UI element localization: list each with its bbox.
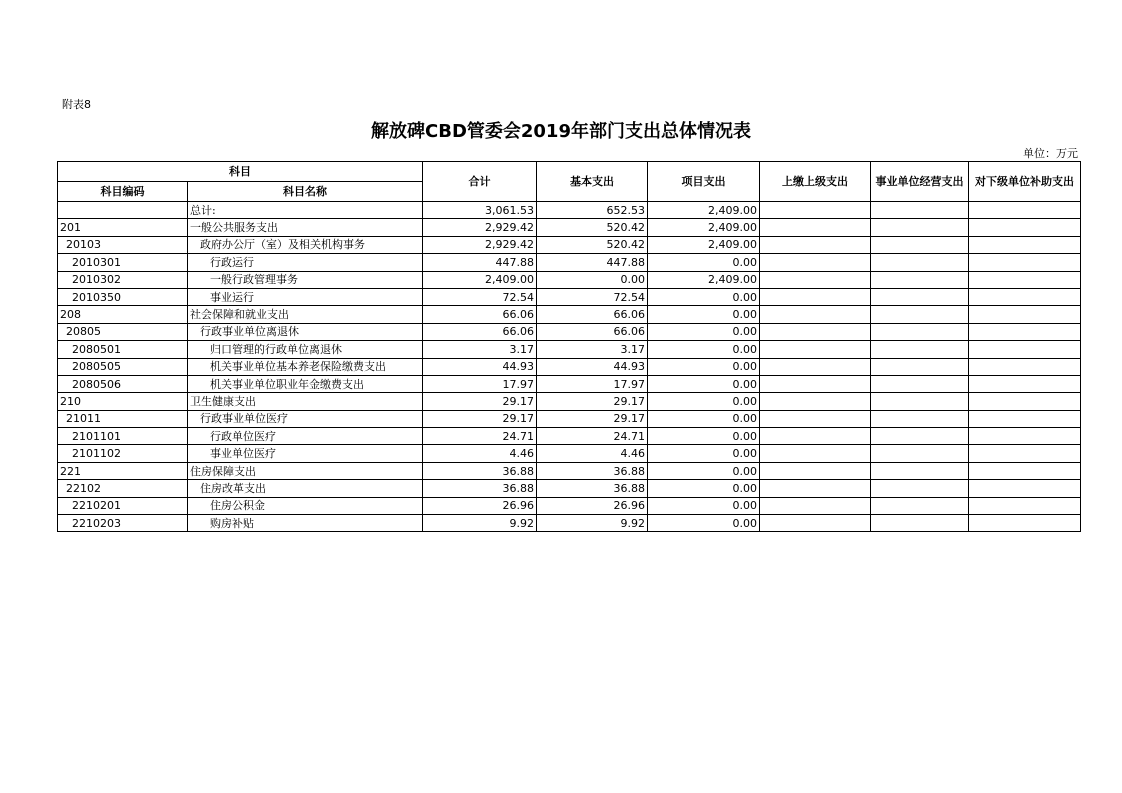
cell-business: [871, 445, 969, 462]
cell-total: 447.88: [423, 254, 537, 271]
cell-name: 行政事业单位离退休: [188, 323, 423, 340]
cell-subsidy: [969, 445, 1081, 462]
cell-name: 行政运行: [188, 254, 423, 271]
cell-total: 29.17: [423, 393, 537, 410]
cell-code: 2080501: [58, 341, 188, 358]
cell-basic: 36.88: [537, 480, 648, 497]
cell-code: 2080505: [58, 358, 188, 375]
cell-name: 事业运行: [188, 288, 423, 305]
cell-name: 行政事业单位医疗: [188, 410, 423, 427]
cell-code: 2210203: [58, 515, 188, 532]
cell-total: 66.06: [423, 306, 537, 323]
cell-name: 购房补贴: [188, 515, 423, 532]
cell-name: 行政单位医疗: [188, 428, 423, 445]
cell-business: [871, 341, 969, 358]
cell-subsidy: [969, 515, 1081, 532]
cell-project: 0.00: [648, 462, 760, 479]
cell-name: 政府办公厅（室）及相关机构事务: [188, 236, 423, 253]
cell-subsidy: [969, 480, 1081, 497]
table-row: [58, 445, 1081, 462]
cell-code: 2210201: [58, 497, 188, 514]
cell-basic: 652.53: [537, 202, 648, 219]
cell-subsidy: [969, 358, 1081, 375]
cell-code: 208: [58, 306, 188, 323]
cell-business: [871, 236, 969, 253]
cell-upper: [760, 202, 871, 219]
cell-business: [871, 219, 969, 236]
header-subject-group: 科目: [58, 162, 423, 182]
cell-basic: 29.17: [537, 393, 648, 410]
cell-name: 一般行政管理事务: [188, 271, 423, 288]
cell-basic: 447.88: [537, 254, 648, 271]
cell-business: [871, 462, 969, 479]
table-row: [58, 462, 1081, 479]
cell-business: [871, 306, 969, 323]
cell-total: 36.88: [423, 462, 537, 479]
table-row: [58, 410, 1081, 427]
cell-subsidy: [969, 497, 1081, 514]
table-row: [58, 254, 1081, 271]
cell-name: 总计:: [188, 202, 423, 219]
cell-subsidy: [969, 306, 1081, 323]
cell-code: 210: [58, 393, 188, 410]
cell-subsidy: [969, 288, 1081, 305]
cell-code: 221: [58, 462, 188, 479]
cell-name: 归口管理的行政单位离退休: [188, 341, 423, 358]
cell-project: 0.00: [648, 480, 760, 497]
cell-upper: [760, 480, 871, 497]
attachment-label: 附表8: [62, 98, 91, 111]
cell-code: 201: [58, 219, 188, 236]
cell-subsidy: [969, 219, 1081, 236]
cell-project: 2,409.00: [648, 236, 760, 253]
cell-total: 4.46: [423, 445, 537, 462]
cell-subsidy: [969, 375, 1081, 392]
table-row: [58, 236, 1081, 253]
cell-name: 社会保障和就业支出: [188, 306, 423, 323]
cell-name: 住房公积金: [188, 497, 423, 514]
cell-basic: 17.97: [537, 375, 648, 392]
cell-business: [871, 375, 969, 392]
cell-code: 20103: [58, 236, 188, 253]
cell-subsidy: [969, 428, 1081, 445]
cell-project: 0.00: [648, 515, 760, 532]
cell-upper: [760, 236, 871, 253]
cell-name: 机关事业单位基本养老保险缴费支出: [188, 358, 423, 375]
cell-upper: [760, 323, 871, 340]
table-row: [58, 202, 1081, 219]
cell-upper: [760, 219, 871, 236]
cell-basic: 24.71: [537, 428, 648, 445]
cell-basic: 26.96: [537, 497, 648, 514]
table-row: [58, 341, 1081, 358]
cell-total: 9.92: [423, 515, 537, 532]
cell-basic: 520.42: [537, 236, 648, 253]
cell-subsidy: [969, 410, 1081, 427]
cell-subsidy: [969, 341, 1081, 358]
cell-basic: 36.88: [537, 462, 648, 479]
cell-project: 0.00: [648, 375, 760, 392]
cell-total: 36.88: [423, 480, 537, 497]
cell-name: 机关事业单位职业年金缴费支出: [188, 375, 423, 392]
cell-project: 0.00: [648, 288, 760, 305]
table-row: [58, 480, 1081, 497]
cell-code: 22102: [58, 480, 188, 497]
cell-basic: 66.06: [537, 306, 648, 323]
cell-code: 2080506: [58, 375, 188, 392]
cell-subsidy: [969, 462, 1081, 479]
cell-subsidy: [969, 236, 1081, 253]
cell-project: 0.00: [648, 410, 760, 427]
cell-code: 21011: [58, 410, 188, 427]
cell-basic: 4.46: [537, 445, 648, 462]
cell-upper: [760, 341, 871, 358]
cell-code: 2101101: [58, 428, 188, 445]
cell-project: 0.00: [648, 393, 760, 410]
cell-project: 0.00: [648, 306, 760, 323]
cell-upper: [760, 410, 871, 427]
cell-code: 2101102: [58, 445, 188, 462]
cell-total: 2,929.42: [423, 236, 537, 253]
cell-upper: [760, 462, 871, 479]
cell-basic: 29.17: [537, 410, 648, 427]
table-row: [58, 323, 1081, 340]
cell-upper: [760, 393, 871, 410]
cell-business: [871, 393, 969, 410]
cell-total: 2,409.00: [423, 271, 537, 288]
table-row: [58, 515, 1081, 532]
table-row: [58, 306, 1081, 323]
cell-business: [871, 480, 969, 497]
cell-code: [58, 202, 188, 219]
table-row: [58, 375, 1081, 392]
cell-basic: 44.93: [537, 358, 648, 375]
cell-basic: 66.06: [537, 323, 648, 340]
table-body: [58, 202, 1081, 532]
cell-code: 2010350: [58, 288, 188, 305]
cell-basic: 9.92: [537, 515, 648, 532]
cell-name: 住房保障支出: [188, 462, 423, 479]
cell-upper: [760, 306, 871, 323]
cell-upper: [760, 288, 871, 305]
cell-project: 0.00: [648, 358, 760, 375]
cell-total: 2,929.42: [423, 219, 537, 236]
cell-total: 72.54: [423, 288, 537, 305]
cell-basic: 520.42: [537, 219, 648, 236]
cell-business: [871, 271, 969, 288]
page-title: 解放碑CBD管委会2019年部门支出总体情况表: [371, 121, 751, 142]
cell-name: 住房改革支出: [188, 480, 423, 497]
table-row: [58, 288, 1081, 305]
cell-code: 2010301: [58, 254, 188, 271]
cell-project: 0.00: [648, 341, 760, 358]
cell-upper: [760, 254, 871, 271]
cell-subsidy: [969, 254, 1081, 271]
table-row: [58, 219, 1081, 236]
cell-project: 2,409.00: [648, 271, 760, 288]
cell-business: [871, 288, 969, 305]
unit-label: 单位：万元: [1023, 147, 1078, 160]
table-row: [58, 428, 1081, 445]
header-name: 科目名称: [188, 182, 423, 202]
cell-total: 26.96: [423, 497, 537, 514]
cell-upper: [760, 428, 871, 445]
cell-basic: 72.54: [537, 288, 648, 305]
cell-subsidy: [969, 323, 1081, 340]
cell-total: 3,061.53: [423, 202, 537, 219]
cell-name: 事业单位医疗: [188, 445, 423, 462]
table-row: [58, 358, 1081, 375]
header-upper: 上缴上级支出: [760, 162, 871, 202]
cell-basic: 0.00: [537, 271, 648, 288]
cell-basic: 3.17: [537, 341, 648, 358]
cell-project: 0.00: [648, 323, 760, 340]
cell-total: 17.97: [423, 375, 537, 392]
cell-total: 29.17: [423, 410, 537, 427]
cell-total: 66.06: [423, 323, 537, 340]
cell-upper: [760, 271, 871, 288]
header-subsidy: 对下级单位补助支出: [969, 162, 1081, 202]
expenditure-table: [57, 161, 1081, 532]
cell-project: 2,409.00: [648, 219, 760, 236]
cell-code: 2010302: [58, 271, 188, 288]
cell-name: 一般公共服务支出: [188, 219, 423, 236]
cell-business: [871, 254, 969, 271]
cell-project: 2,409.00: [648, 202, 760, 219]
cell-upper: [760, 358, 871, 375]
cell-upper: [760, 375, 871, 392]
table-row: [58, 497, 1081, 514]
cell-total: 44.93: [423, 358, 537, 375]
cell-total: 24.71: [423, 428, 537, 445]
cell-name: 卫生健康支出: [188, 393, 423, 410]
cell-subsidy: [969, 271, 1081, 288]
cell-subsidy: [969, 202, 1081, 219]
table-row: [58, 271, 1081, 288]
cell-business: [871, 410, 969, 427]
cell-business: [871, 428, 969, 445]
header-basic: 基本支出: [537, 162, 648, 202]
header-total: 合计: [423, 162, 537, 202]
cell-upper: [760, 515, 871, 532]
cell-project: 0.00: [648, 445, 760, 462]
header-business: 事业单位经营支出: [871, 162, 969, 202]
cell-upper: [760, 497, 871, 514]
cell-business: [871, 497, 969, 514]
cell-total: 3.17: [423, 341, 537, 358]
cell-code: 20805: [58, 323, 188, 340]
cell-upper: [760, 445, 871, 462]
cell-project: 0.00: [648, 428, 760, 445]
cell-business: [871, 202, 969, 219]
cell-business: [871, 323, 969, 340]
header-project: 项目支出: [648, 162, 760, 202]
cell-project: 0.00: [648, 497, 760, 514]
cell-business: [871, 358, 969, 375]
table-row: [58, 393, 1081, 410]
cell-subsidy: [969, 393, 1081, 410]
cell-project: 0.00: [648, 254, 760, 271]
header-code: 科目编码: [58, 182, 188, 202]
cell-business: [871, 515, 969, 532]
